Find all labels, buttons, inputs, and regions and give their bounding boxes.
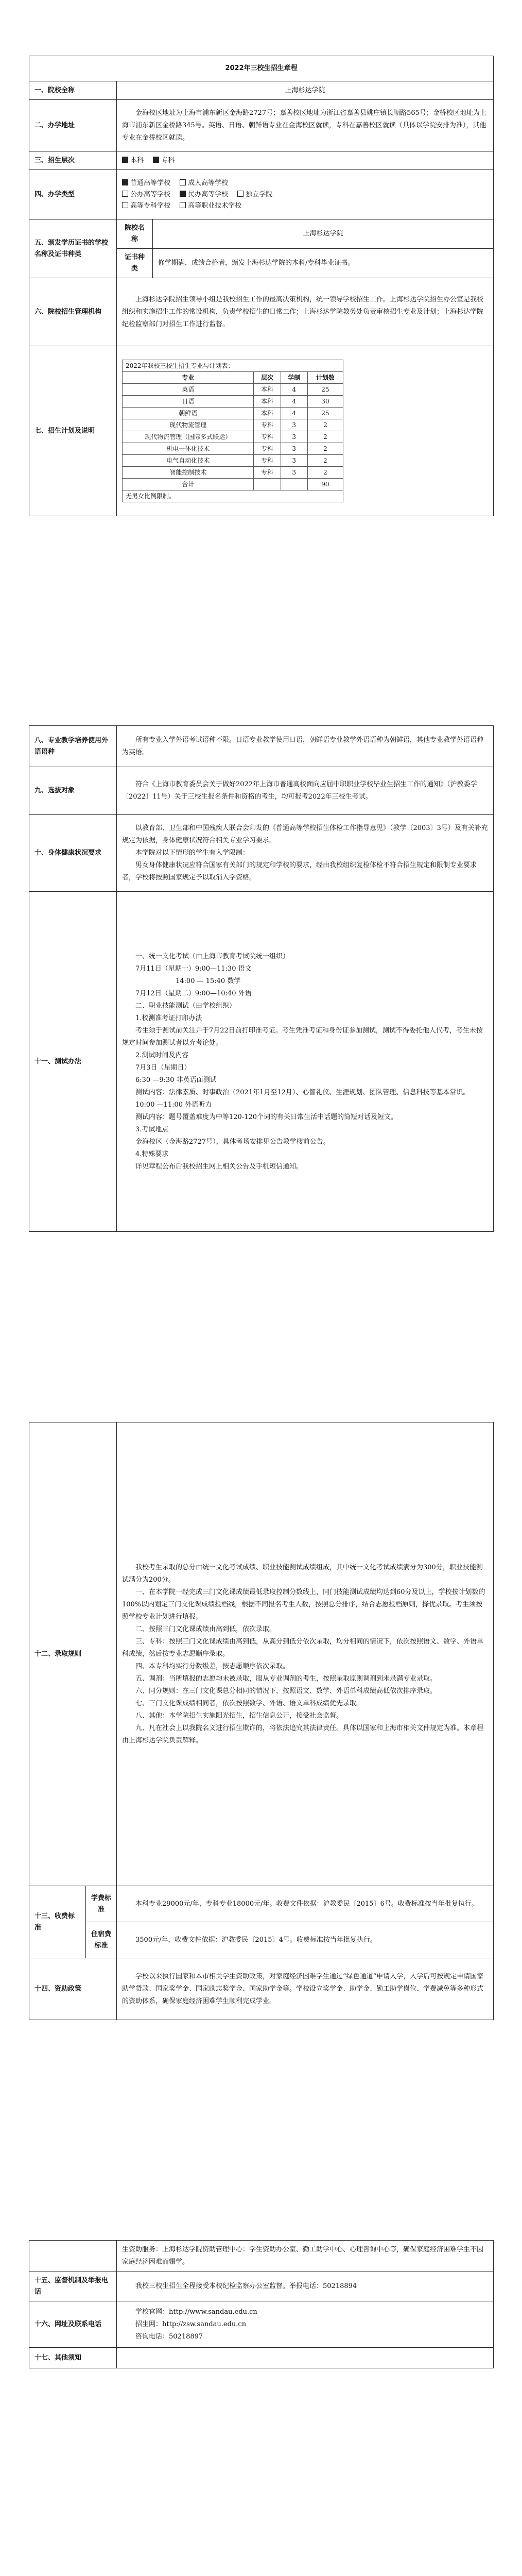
phone-text: 咨询电话：50218897: [135, 2332, 203, 2341]
plan-count: 30: [307, 396, 343, 408]
admit-line: 二、按照三门文化课成绩由高到低，依次录取。: [135, 1625, 276, 1633]
address-text: 金海校区地址为上海市浦东新区金海路2727号；嘉善校区地址为浙江省嘉善县姚庄镇长顺路565号；金桥校区地址为上海市浦东新区金桥路345号。英语、日语、朝鲜语专业在金海校区就读，专科在嘉善校区就读（具体以学院安排为准），其他专业在金桥校区就读。: [122, 109, 486, 142]
web-cell: [117, 2301, 494, 2348]
plan-table: [122, 360, 343, 502]
plan-level: 专科: [254, 419, 281, 431]
plan-row: [123, 419, 343, 431]
school-name-value: 上海杉达学院: [117, 81, 494, 100]
plan-years: 3: [281, 419, 307, 431]
admit-line: 三、专科：按照三门文化课成绩由高到低，从高分到低分依次录取，均分相同的情况下，依次按照语文、数学、外语单科成绩，然后按专业志愿顺序录取。: [122, 1637, 484, 1658]
type-row-1: [122, 178, 488, 189]
plan-years: 4: [281, 408, 307, 419]
checkbox-empty-icon: [180, 202, 186, 208]
address-label: 二、办学地址: [29, 100, 117, 151]
plan-level: 本科: [254, 384, 281, 396]
lang-label: 八、专业教学培养使用外语语种: [29, 726, 117, 767]
cert-label: 五、颁发学历证书的学校名称及证书种类: [29, 219, 117, 278]
test-line: 一、统一文化考试（由上海市教育考试院统一组织）: [135, 952, 290, 960]
admit-line: 七、三门文化课成绩相同者，依次按照数学、外语、语文单科成绩优先录取。: [135, 1699, 363, 1707]
checkbox-checked-icon: [180, 191, 186, 197]
type-option-independent: 独立学院: [237, 191, 272, 198]
plan-note: 无男女比例限制。: [123, 490, 343, 502]
level-option-college: 专科: [153, 157, 175, 164]
charter-table-part-1: [29, 56, 494, 516]
plan-count: 2: [307, 467, 343, 479]
plan-years: 3: [281, 467, 307, 479]
plan-row: [123, 408, 343, 419]
type-option-public: 公办高等学校: [122, 191, 170, 198]
charter-table-part-4: [29, 2240, 494, 2368]
test-line: 测试内容：法律素质、时事政治（2021年1月至12月）、心智礼仪、生涯规划、团队管理、信息科技等基本常识。: [135, 1088, 470, 1096]
plan-count: 2: [307, 443, 343, 455]
test-line: 7月3日（星期日）: [135, 1063, 191, 1072]
page-2: [0, 634, 522, 1396]
tuition-cell: [117, 1886, 494, 1922]
plan-years: 3: [281, 443, 307, 455]
plan-cell: [117, 346, 494, 516]
charter-table-part-3: [29, 1422, 494, 2020]
type-row-3: [122, 200, 488, 212]
lodging-cell: [117, 1922, 494, 1958]
plan-row: [123, 396, 343, 408]
checkbox-empty-icon: [122, 191, 128, 197]
test-cell: [117, 892, 494, 1232]
plan-row: [123, 467, 343, 479]
supervise-cell: [117, 2272, 494, 2301]
plan-years: 4: [281, 396, 307, 408]
plan-count: 25: [307, 408, 343, 419]
plan-caption: 2022年我校三校生招生专业与计划表：: [123, 360, 343, 372]
address-cell: [117, 100, 494, 151]
aid-continued-blank: [29, 2241, 117, 2272]
supervise-label: 十五、监督机制及举报电话: [29, 2272, 117, 2301]
plan-major: 日语: [123, 396, 254, 408]
plan-row: [123, 443, 343, 455]
admit-cell: [117, 1422, 494, 1886]
type-option-junior-college: 高等专科学校: [122, 202, 170, 210]
supervise-text: 我校三校生招生全程接受本校纪检监察办公室监督。举报电话：50218894: [135, 2282, 357, 2290]
website-link[interactable]: 学校官网：http://www.sandau.edu.cn: [135, 2308, 257, 2316]
plan-header-years: 学制: [281, 372, 307, 384]
basis-cell: [117, 767, 494, 815]
type-option-vocational: 高等职业技术学校: [180, 202, 241, 210]
type-option-regular: 普通高等学校: [122, 179, 170, 187]
admit-line: 五、调剂：当所填报的志愿均未被录取，服从专业调剂的考生，按照录取原则调剂到未录满专业录取。: [135, 1674, 437, 1683]
basis-label: 九、选拔对象: [29, 767, 117, 815]
plan-header-count: 计划数: [307, 372, 343, 384]
school-name-label: 一、院校全称: [29, 81, 117, 100]
page-1: [0, 0, 522, 634]
plan-total-label: 合计: [123, 479, 254, 490]
test-line: 4.特殊要求: [135, 1150, 169, 1158]
plan-level: 本科: [254, 396, 281, 408]
plan-major: 智能控制技术: [123, 467, 254, 479]
other-cell: [117, 2348, 494, 2368]
health-text-3: 男女身体健康状况应符合国家有关部门的规定和学校的要求，经由我校组织复检体检不符合招生规定和限制专业要求者，学校将按照国家规定予以取消入学资格。: [122, 861, 477, 882]
admin-text: 上海杉达学院招生领导小组是我校招生工作的最高决策机构，统一领导学校招生工作。上海杉达学院招生办公室是我校组织和实施招生工作的常设机构，负责学校招生的日常工作；上海杉达学院教务处负责审核招生专业及计划；上海杉达学院纪检监察部门对招生工作进行监督。: [122, 295, 484, 328]
checkbox-empty-icon: [122, 202, 128, 208]
admit-line: 八、其他：本学院招生实施阳光招生，招生信息公开，接受社会监督。: [135, 1711, 343, 1720]
test-line: 14:00 — 15:40 数学: [176, 977, 241, 985]
plan-major: 英语: [123, 384, 254, 396]
plan-total-value: 90: [307, 479, 343, 490]
lodging-text: 3500元/年，收费文件依据：沪教委民〔2015〕4号。收费标准按当年批复执行。: [135, 1936, 377, 1944]
plan-label: 七、招生计划及说明: [29, 346, 117, 516]
charter-title: 2022年三校生招生章程: [29, 56, 494, 81]
tuition-text: 本科专业29000元/年，专科专业18000元/年。收费文件依据：沪教委民〔2015〕6号。收费标准按当年批复执行。: [135, 1900, 478, 1908]
plan-years: 4: [281, 384, 307, 396]
admin-label: 六、院校招生管理机构: [29, 278, 117, 346]
aid-cell: [117, 1958, 494, 2020]
plan-years: 3: [281, 455, 307, 467]
plan-total-blank: [254, 479, 281, 490]
level-options: [117, 151, 494, 170]
lang-text: 所有专业入学外语考试语种不限。日语专业教学使用日语，朝鲜语专业教学外语语种为朝鲜语，其他专业教学外语语种为英语。: [122, 736, 484, 756]
health-label: 十、身体健康状况要求: [29, 815, 117, 892]
plan-major: 朝鲜语: [123, 408, 254, 419]
aid-label: 十四、资助政策: [29, 1958, 117, 2020]
admit-line: 我校考生录取的总分由统一文化考试成绩、职业技能测试成绩组成，其中统一文化考试成绩满分为300分，职业技能测试满分为200分。: [122, 1563, 483, 1584]
test-line: 测试内容：题号覆盖难度为中等120-120个词的有关日常生活中话题的简短对话及短文。: [135, 1113, 398, 1121]
test-line: 7月11日（星期一）9:00—11:30 语文: [135, 964, 252, 973]
type-option-private: 民办高等学校: [180, 191, 228, 198]
plan-level: 本科: [254, 408, 281, 419]
admin-cell: [117, 278, 494, 346]
level-label: 三、招生层次: [29, 151, 117, 170]
plan-count: 2: [307, 455, 343, 467]
page-3: [0, 1396, 522, 2148]
plan-count: 2: [307, 431, 343, 443]
test-line: 考生须于测试前关注并于7月22日前打印准考证。考生凭准考证和身份证参加测试，测试不得委托他人代考，考生未按规定时间参加测试者以弃考论处。: [122, 1026, 483, 1047]
level-option-undergrad: 本科: [122, 157, 144, 164]
plan-major: 机电一体化技术: [123, 443, 254, 455]
checkbox-checked-icon: [122, 157, 128, 163]
aid-continued-text: 生资助服务：上海杉达学院资助管理中心：学生资助办公室、勤工助学中心、心理咨询中心等，确保家庭经济困难学生不因家庭经济困难而辍学。: [122, 2246, 484, 2266]
checkbox-empty-icon: [180, 179, 186, 185]
cert-school-label: 院校名称: [117, 219, 153, 249]
lodging-label: 住宿费标准: [86, 1922, 117, 1958]
admission-site-link[interactable]: 招生网：http://zsw.sandau.edu.cn: [135, 2320, 247, 2328]
fee-label: 十三、收费标准: [29, 1886, 86, 1958]
plan-major: 现代物流管理: [123, 419, 254, 431]
plan-count: 25: [307, 384, 343, 396]
type-label: 四、办学类型: [29, 170, 117, 219]
cert-school-value: 上海杉达学院: [153, 219, 494, 249]
admit-line: 九、凡在社会上以我院名义进行招生欺诈的，将依法追究其法律责任。具体以国家和上海市相关文件规定为准。本章程由上海杉达学院负责解释。: [122, 1724, 484, 1744]
admit-line: 一、在本学院一经完成三门文化课成绩最低录取控制分数线上，同门技能测试成绩均达到60分及以上，学校按计划数的100%以内划定三门文化课成绩投档线，根据不同报名考生人数，按照总分排序，结合志愿投档原则，择优录取。考生须按照学校专业计划进行填报。: [122, 1588, 485, 1621]
health-cell: [117, 815, 494, 892]
aid-text: 学校以来执行国家和本市相关学生资助政策，对家庭经济困难学生通过“绿色通道”申请入学，入学后可按规定申请国家助学贷款、国家奖学金、国家励志奖学金、国家助学金等。学校设立奖学金、助学金、勤工助学岗位、学费减免等多种形式的资助体系，确保家庭经济困难学生顺利完成学业。: [122, 1972, 484, 2005]
test-line: 10:00 —11:00 外语听力: [135, 1100, 212, 1109]
tuition-label: 学费标准: [86, 1886, 117, 1922]
aid-continued-cell: [117, 2241, 494, 2272]
type-options: [117, 170, 494, 219]
plan-level: 专科: [254, 467, 281, 479]
checkbox-empty-icon: [237, 191, 243, 197]
test-line: 1.校测准考证打印办法: [135, 1014, 202, 1022]
plan-total-row: [123, 479, 343, 490]
type-option-adult: 成人高等学校: [180, 179, 228, 187]
page-4: [0, 2148, 522, 2576]
cert-kind-value: 修学期满，成绩合格者，颁发上海杉达学院的本科/专科毕业证书。: [153, 249, 494, 278]
test-label: 十一、测试办法: [29, 892, 117, 1232]
plan-header-level: 层次: [254, 372, 281, 384]
type-row-2: [122, 189, 488, 200]
test-line: 6:30 —9:30 非英语面测试: [135, 1076, 217, 1084]
test-line: 7月12日（星期二）9:00—10:40 外语: [135, 989, 252, 997]
other-label: 十七、其他须知: [29, 2348, 117, 2368]
test-line: 金海校区（金海路2727号），具体考场安排见公告教学楼前公告。: [135, 1138, 330, 1146]
plan-count: 2: [307, 419, 343, 431]
checkbox-checked-icon: [153, 157, 159, 163]
plan-level: 专科: [254, 443, 281, 455]
test-line: 详见章程公布后我校招生网上相关公告及手机短信通知。: [135, 1162, 303, 1171]
plan-major: 现代物流管理（国际多式联运）: [123, 431, 254, 443]
cert-kind-label: 证书种类: [117, 249, 153, 278]
web-label: 十六、网址及联系电话: [29, 2301, 117, 2348]
test-line: 2.测试时间及内容: [135, 1051, 189, 1059]
lang-cell: [117, 726, 494, 767]
test-line: 3.考试地点: [135, 1125, 169, 1133]
admit-line: 四、本专科均实行分数级差，按志愿顺序依次录取。: [135, 1662, 290, 1670]
admit-label: 十二、录取规则: [29, 1422, 117, 1886]
plan-total-blank: [281, 479, 307, 490]
basis-text: 符合《上海市教育委员会关于做好2022年上海市普通高校面向应届中职职业学校毕业生招生工作的通知》（沪教委学〔2022〕11号）关于三校生报名条件和资格的考生，均可报考2022年三校生考试。: [122, 780, 477, 801]
checkbox-checked-icon: [122, 179, 128, 185]
health-text-2: 本学院对以下情形的学生有入学限制：: [135, 849, 250, 857]
charter-table-part-2: [29, 725, 494, 1232]
test-line: 二、职业技能测试（由学校组织）: [135, 1002, 236, 1010]
plan-major: 电气自动化技术: [123, 455, 254, 467]
plan-header-major: 专业: [123, 372, 254, 384]
health-text-1: 以教育部、卫生部和中国残疾人联合会印发的《普通高等学校招生体检工作指导意见》（教学〔2003〕3号）及有关补充规定为依据，身体健康状况符合相关专业学习要求。: [122, 824, 488, 844]
plan-years: 3: [281, 431, 307, 443]
plan-row: [123, 455, 343, 467]
plan-row: [123, 431, 343, 443]
admit-line: 六、同分规则：在三门文化课总分相同的情况下，按照语文、数学、外语单科成绩高低依次排序录取。: [135, 1687, 437, 1695]
plan-level: 专科: [254, 431, 281, 443]
plan-row: [123, 384, 343, 396]
plan-level: 专科: [254, 455, 281, 467]
